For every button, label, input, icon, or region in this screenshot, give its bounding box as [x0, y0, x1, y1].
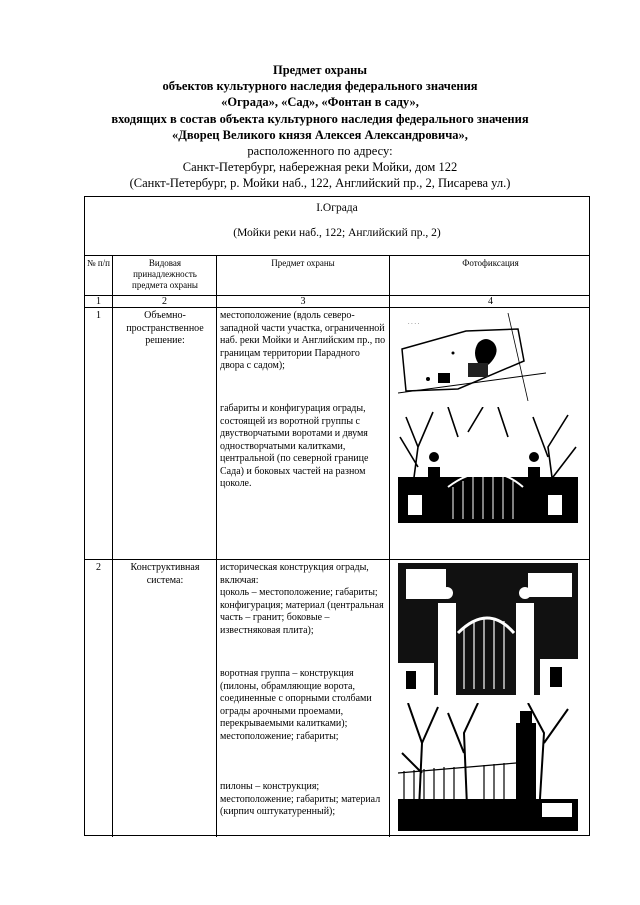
row-2-subject-1: историческая конструкция ограды, включая: [220, 562, 369, 586]
section-address: (Мойки реки наб., 122; Английский пр., 2) [233, 227, 441, 239]
svg-text:· · · ·: · · · · [408, 321, 420, 327]
header-line-3: «Ограда», «Сад», «Фонтан в саду», [221, 95, 419, 110]
protection-table [84, 196, 590, 836]
table-rule [85, 255, 589, 256]
header-type: Видовая принадлежность предмета охраны [132, 258, 198, 290]
fence-photo [398, 703, 578, 831]
row-2-num: 2 [96, 562, 101, 573]
col-number: 2 [162, 296, 167, 307]
header-num: № п/п [87, 258, 110, 268]
col-number: 4 [488, 296, 493, 307]
col-number: 3 [300, 296, 306, 307]
header-photo: Фотофиксация [462, 258, 519, 268]
table-rule [216, 255, 217, 837]
table-rule [85, 307, 589, 308]
header-line-8: (Санкт-Петербург, р. Мойки наб., 122, Английский пр., 2, Писарева ул.) [129, 176, 511, 191]
header-line-4: входящих в состав объекта культурного наследия федерального значения [111, 111, 529, 126]
col-number: 1 [96, 296, 101, 307]
row-2-subject-3: воротная группа – конструкция (пилоны, обрамляющие ворота, соединенные с опорными столбами ограды арочными проемами, перекрываемыми калитками); местоположение; габариты; [220, 668, 372, 742]
row-1-subject-1: местоположение (вдоль северо-западной части участка, ограниченной наб. реки Мойки и Английским пр., по границам территории Парадного двора с садом); [220, 310, 386, 371]
header-line-5: «Дворец Великого князя Алексея Александровича», [172, 127, 468, 142]
gate-photo [398, 407, 578, 523]
site-plan-image [398, 313, 546, 401]
gate-closeup-photo [398, 563, 578, 695]
table-rule [112, 255, 113, 837]
header-line-7: Санкт-Петербург, набережная реки Мойки, дом 122 [182, 160, 458, 175]
row-1-subject-2: габариты и конфигурация ограды, состоящей из воротной группы с двустворчатыми воротами и двумя одностворчатыми калитками, центральной (по северной границе Сада) и боковых частей на разном цоколе. [220, 403, 369, 489]
table-rule [85, 559, 589, 560]
row-1-num: 1 [96, 310, 101, 321]
header-line-2: объектов культурного наследия федерального значения [162, 79, 478, 94]
row-2-subject-4: пилоны – конструкция; местоположение; габариты; материал (кирпич оштукатуренный); [220, 781, 381, 817]
header-subject: Предмет охраны [271, 258, 335, 268]
header-line-6: расположенного по адресу: [247, 144, 393, 159]
row-2-subject-2: цоколь – местоположение; габариты; конфигурация; материал (центральная часть – гранит; боковые – известняковая плита); [220, 587, 384, 636]
row-2-type: Конструктивная система: [130, 562, 200, 586]
document-header [60, 62, 580, 192]
row-1-type: Объемно-пространственное решение: [126, 310, 204, 346]
section-title: I.Ограда [316, 202, 358, 214]
table-rule [389, 255, 390, 837]
header-title: Предмет охраны [272, 63, 368, 77]
